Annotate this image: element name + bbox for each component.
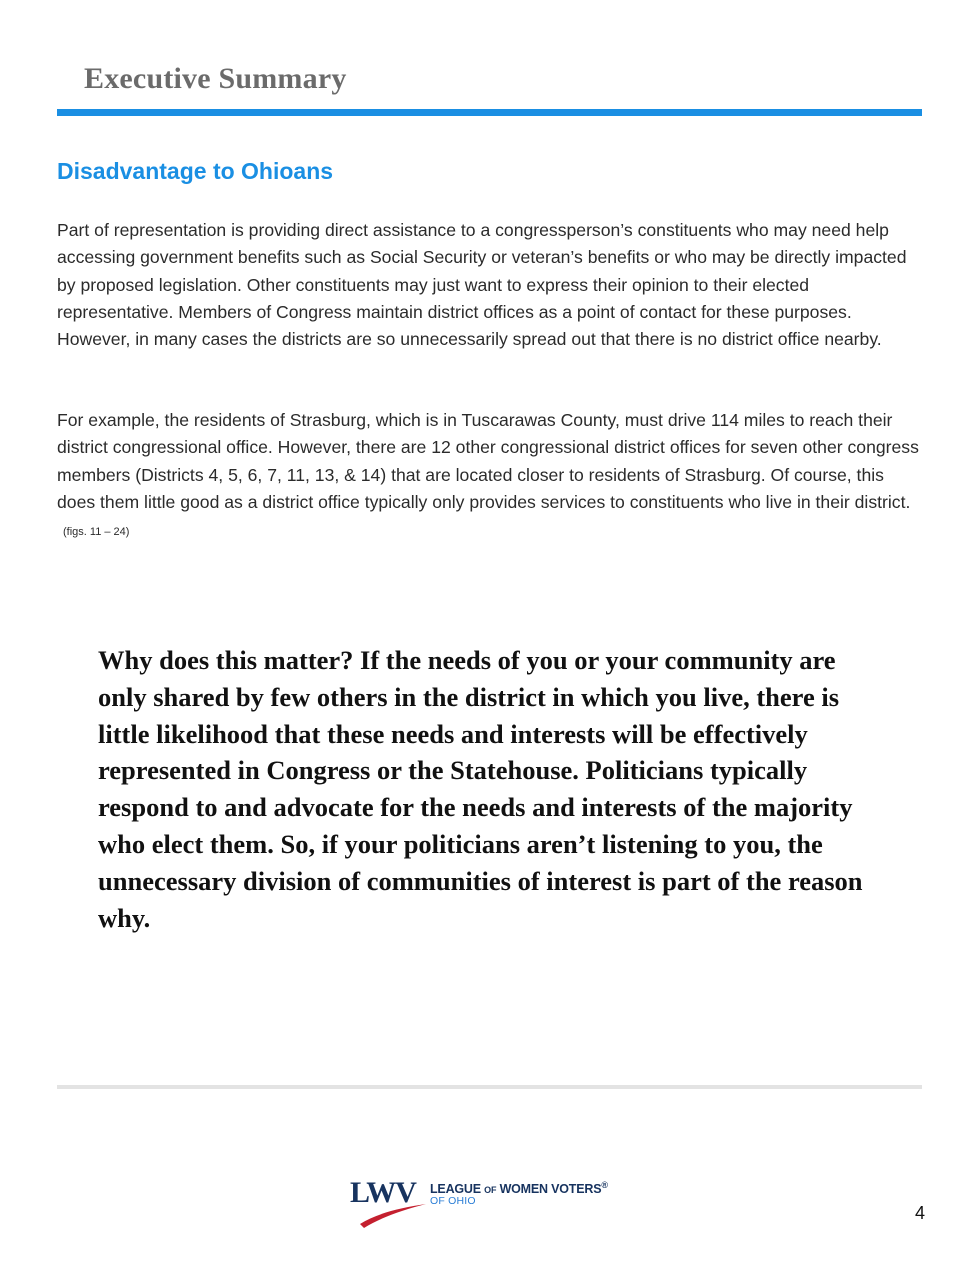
lwv-swoosh-icon: [358, 1198, 428, 1228]
callout-why-it-matters: Why does this matter? If the needs of you or your community are only shared by few others in the district in which you live, there is little likelihood that these needs and interests will be effectively represented in Congress or the Statehouse. Politicians typically respond to and advocate for the needs and interests of the majority who elect them. So, if your politicians aren’t listening to you, the unnecessary division of communities of interest is part of the reason why.: [98, 645, 863, 933]
paragraph-strasburg-text: For example, the residents of Strasburg, which is in Tuscarawas County, must drive 114 miles to reach their district congressional office. However, there are 12 other congressional district offices for seven other congress members (Districts 4, 5, 6, 7, 11, 13, & 14) that are located closer to residents of Strasburg. Of course, this does them little good as a district office typically only provides services to constituents who live in their district.: [57, 410, 919, 512]
lwv-logo-name: [430, 1180, 608, 1196]
paragraph-strasburg-example: [57, 407, 925, 546]
logo-trademark: ®: [601, 1180, 608, 1190]
lwv-logo-subtitle: OF OHIO: [430, 1195, 476, 1207]
logo-name-league: LEAGUE: [430, 1182, 481, 1197]
footer-divider: [57, 1085, 922, 1089]
page-number: 4: [915, 1203, 926, 1223]
lwv-logo: [350, 1176, 610, 1232]
logo-name-of: OF: [484, 1185, 497, 1196]
paragraph-representation: Part of representation is providing direct assistance to a congressperson’s constituents who may need help accessing government benefits such as Social Security or veteran’s benefits or who may be directly impacted by proposed legislation. Other constituents may just want to express their opinion to their elected representative. Members of Congress maintain district offices as a point of contact for these purposes. However, in many cases the districts are so unnecessarily spread out that there is no district office nearby.: [57, 220, 907, 350]
section-heading: Disadvantage to Ohioans: [57, 158, 334, 184]
logo-name-women-voters: WOMEN VOTERS: [499, 1182, 602, 1197]
page-title: Executive Summary: [84, 62, 347, 95]
header-divider: [57, 109, 922, 116]
lwv-logo-mark: LWV: [350, 1176, 416, 1209]
figure-reference: (figs. 11 – 24): [63, 526, 130, 539]
